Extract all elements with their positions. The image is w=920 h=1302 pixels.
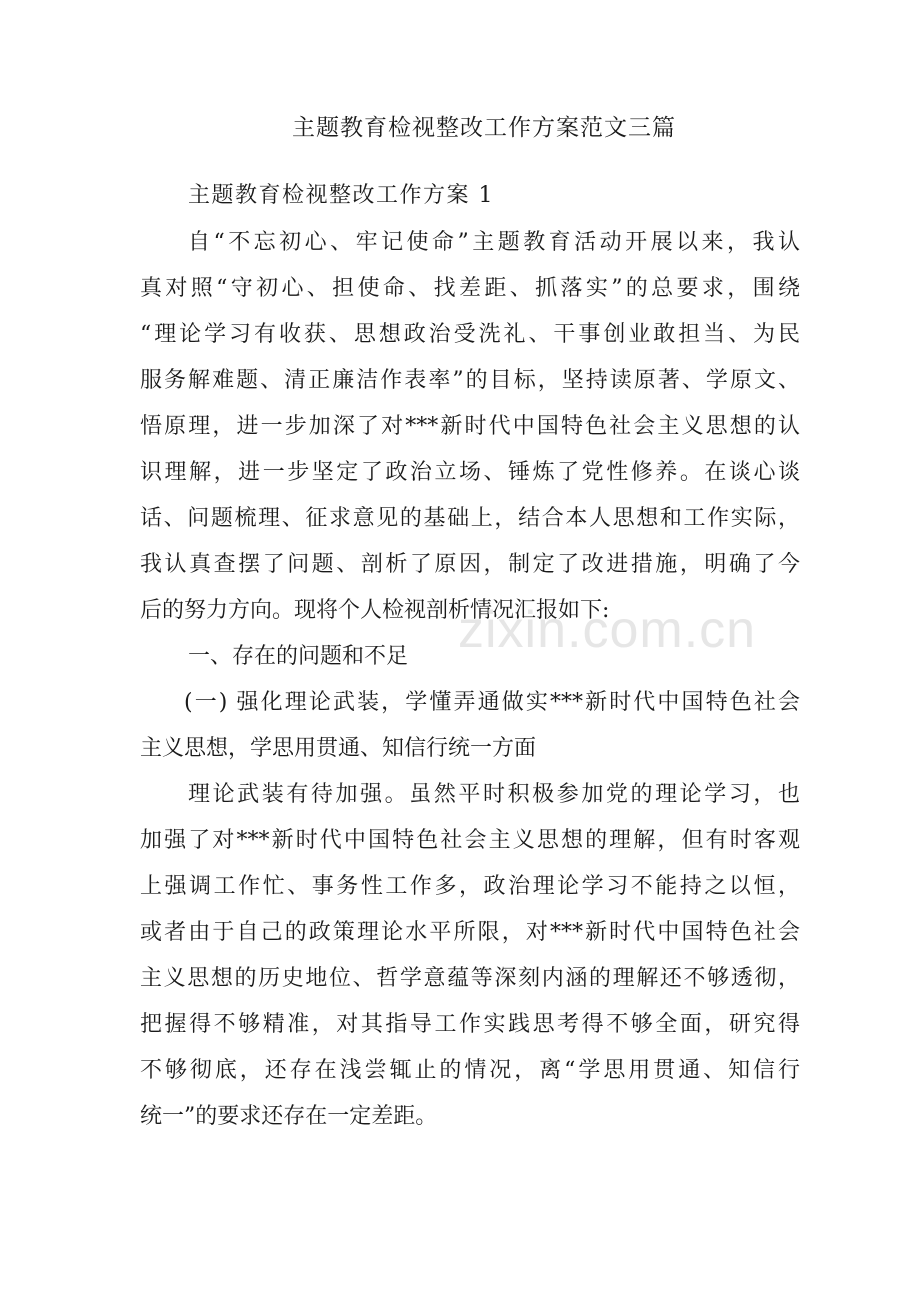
paragraph-line: 或者由于自己的政策理论水平所限，对***新时代中国特色社会 [140, 920, 800, 945]
document-title: 主题教育检视整改工作方案范文三篇 [292, 115, 676, 141]
paragraph-line: “理论学习有收获、思想政治受洗礼、干事创业敢担当、为民 [140, 322, 800, 347]
paragraph-line: 统一”的要求还存在一定差距。 [140, 1104, 438, 1129]
paragraph-line: 加强了对***新时代中国特色社会主义思想的理解，但有时客观 [140, 828, 800, 853]
paragraph-line: 主义思想的历史地位、哲学意蕴等深刻内涵的理解还不够透彻， [140, 966, 800, 991]
paragraph-line: 真对照“守初心、担使命、找差距、抓落实”的总要求，围绕 [140, 276, 800, 301]
paragraph-line: 话、问题梳理、征求意见的基础上，结合本人思想和工作实际， [140, 506, 800, 531]
paragraph-line: 上强调工作忙、事务性工作多，政治理论学习不能持之以恒， [140, 874, 800, 899]
paragraph-line: 后的努力方向。现将个人检视剖析情况汇报如下: [140, 598, 610, 623]
subsection-heading-line: (一) 强化理论武装，学懂弄通做实***新时代中国特色社会 [184, 690, 800, 715]
watermark: zixin.com.cn [458, 601, 757, 659]
paragraph-line: 把握得不够精准，对其指导工作实践思考得不够全面，研究得 [140, 1012, 800, 1037]
paragraph-line: 服务解难题、清正廉洁作表率”的目标，坚持读原著、学原文、 [140, 368, 800, 393]
paragraph-line: 理论武装有待加强。虽然平时积极参加党的理论学习，也 [188, 782, 800, 807]
paragraph-line: 不够彻底，还存在浅尝辄止的情况，离“学思用贯通、知信行 [140, 1058, 800, 1083]
paragraph-line: 悟原理，进一步加深了对***新时代中国特色社会主义思想的认 [140, 414, 800, 439]
section-heading: 一、存在的问题和不足 [188, 644, 409, 669]
paragraph-line: 识理解，进一步坚定了政治立场、锤炼了党性修养。在谈心谈 [140, 460, 800, 485]
paragraph-line: 自“不忘初心、牢记使命”主题教育活动开展以来，我认 [188, 230, 800, 255]
paragraph-line: 我认真查摆了问题、剖析了原因，制定了改进措施，明确了今 [140, 552, 800, 577]
section-title: 主题教育检视整改工作方案 1 [188, 183, 494, 208]
subsection-heading-line: 主义思想，学思用贯通、知信行统一方面 [140, 736, 537, 761]
body-text [140, 220, 800, 1140]
